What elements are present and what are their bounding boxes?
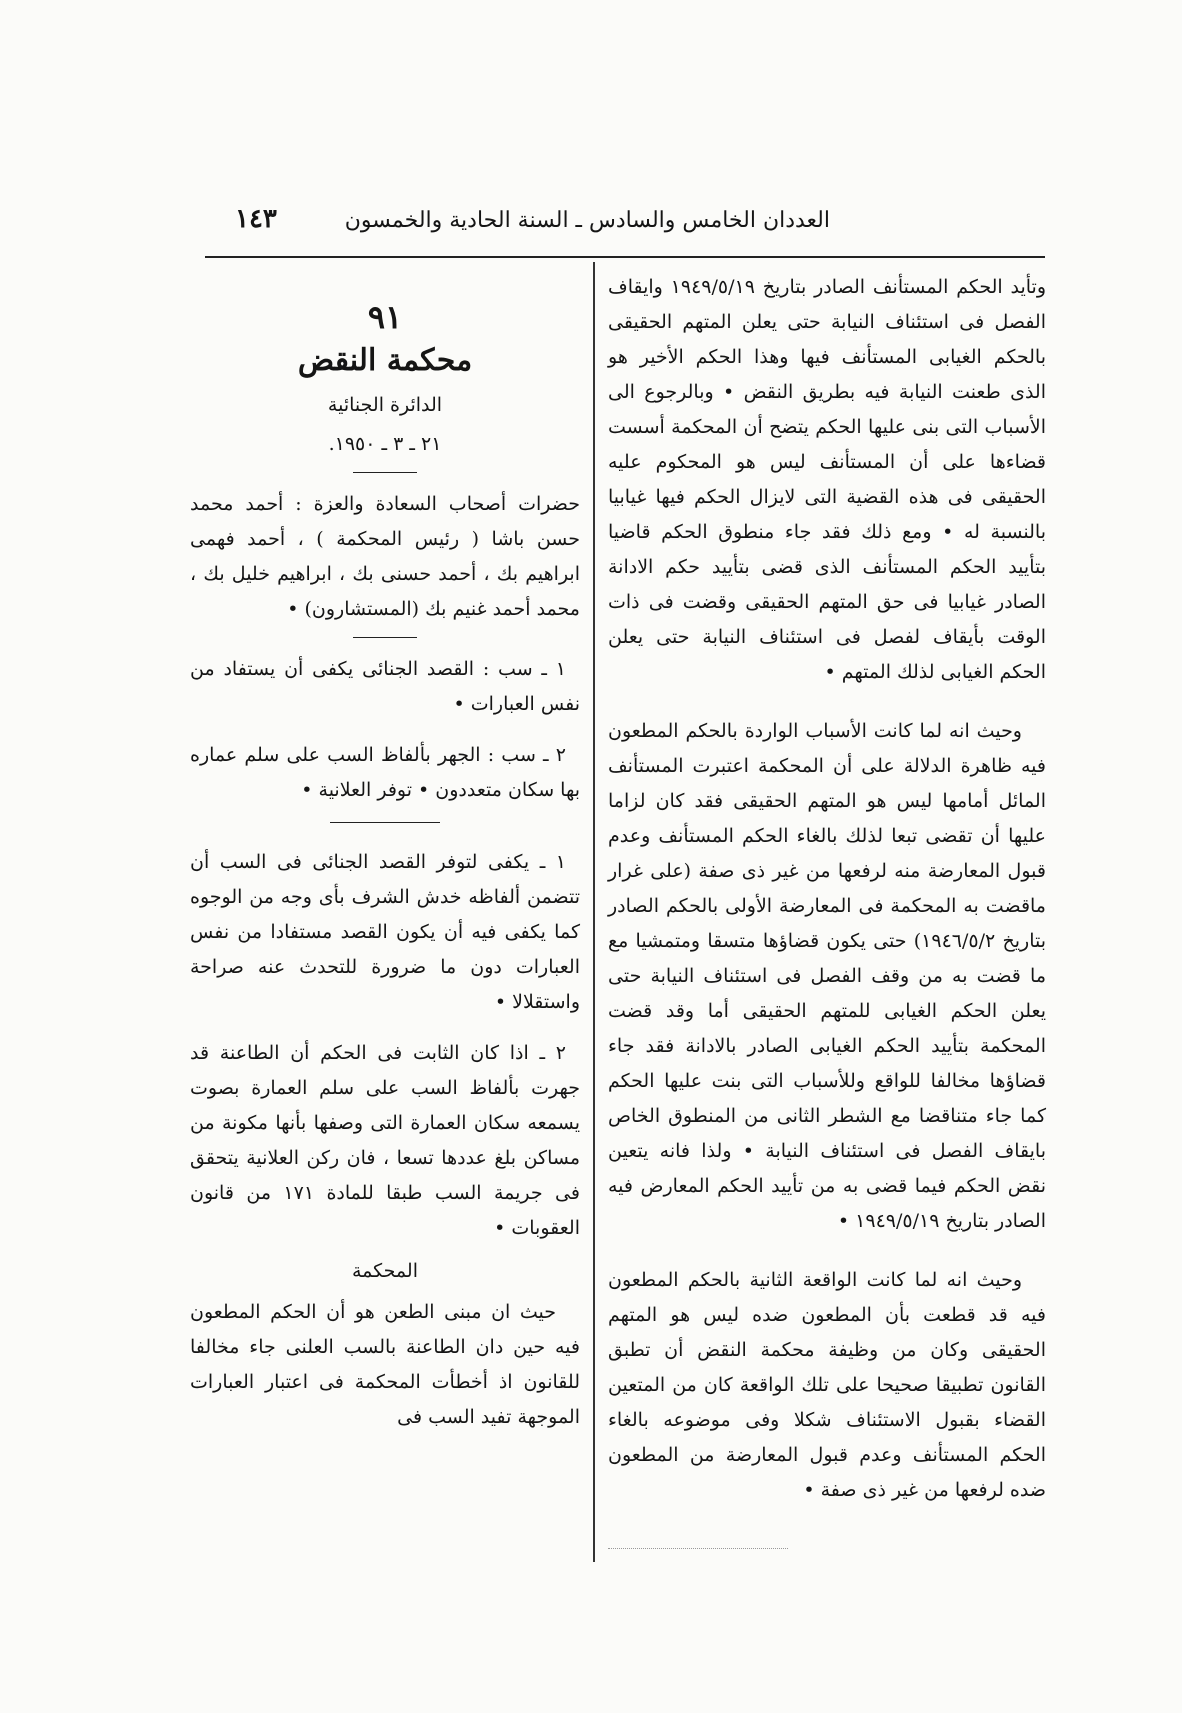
right-paragraph-1: وتأيد الحكم المستأنف الصادر بتاريخ ١٩٤٩/٥/١٩ وايقاف الفصل فى استئناف النيابة حتى يعلن المتهم الحقيقى بالحكم الغيابى المستأنف فيها وهذا الحكم الأخير هو الذى طعنت النيابة فيه بطريق النقض • وبالرجوع الى الأسباب التى بنى عليها الحكم يتضح أن المحكمة أسست قضاءها على أن المستأنف ليس هو المحكوم عليه الحقيقى فى هذه القضية التى لايزال الحكم فيها غيابيا بالنسبة له • ومع ذلك فقد جاء منطوق الحكم قاضيا بتأييد الحكم المستأنف الذى قضى بتأييد حكم الادانة الصادر غيابيا فى حق المتهم الحقيقى وقضت فى ذات الوقت بأيقاف لفصل فى استئناف النيابة حتى يعلن الحكم الغيابى لذلك المتهم • [608,276,1046,683]
headnote-2: ٢ ـ سب : الجهر بألفاظ السب على سلم عماره بها سكان متعددون • توفر العلانية • [190,744,580,801]
left-column [190,300,580,1435]
right-paragraph-3: وحيث انه لما كانت الواقعة الثانية بالحكم المطعون فيه قد قطعت بأن المطعون ضده ليس هو المتهم الحقيقى وكان من وظيفة محكمة النقض أن تطبق القانون تطبيقا صحيحا على تلك الواقعة كان من المتعين القضاء بقبول الاستئناف شكلا وفى موضوعه بالغاء الحكم المستأنف وعدم قبول المعارضة من المطعون ضده لرفعها من غير ذى صفة • [608,1269,1046,1501]
right-paragraph-2: وحيث انه لما كانت الأسباب الواردة بالحكم المطعون فيه ظاهرة الدلالة على أن المحكمة اعتبرت المستأنف المائل أمامها ليس هو المتهم الحقيقى فقد كان لزاما عليها أن تقضى تبعا لذلك بالغاء الحكم المستأنف وعدم قبول المعارضة منه لرفعها من غير ذى صفة (على غرار ماقضت به المحكمة فى المعارضة الأولى بالحكم الصادر بتاريخ ١٩٤٦/٥/٢) حتى يكون قضاؤها متسقا ومتمشيا مع ما قضت به من وقف الفصل فى استئناف النيابة حتى يعلن الحكم الغيابى للمتهم الحقيقى أما وقد قضت المحكمة بتأييد الحكم الغيابى الصادر بالادانة فقد جاء قضاؤها مخالفا للواقع وللأسباب التى بنت عليها الحكم كما جاء متناقضا مع الشطر الثانى من المنطوق الخاص بايقاف الفصل فى استئناف النيابة • ولذا فانه يتعين نقض الحكم فيما قضى به من تأييد الحكم المعارض فيه الصادر بتاريخ ١٩٤٩/٥/١٩ • [608,720,1046,1232]
case-number: ٩١ [367,298,403,336]
column-divider [593,262,595,1562]
section-rule [353,472,417,473]
footer-trace [608,1548,788,1561]
page-header [205,200,1045,258]
court-name: محكمة النقض [297,343,473,378]
court-heading: المحكمة [352,1260,418,1282]
section-rule [353,637,417,638]
principle-1: ١ ـ يكفى لتوفر القصد الجنائى فى السب أن تتضمن ألفاظه خدش الشرف بأى وجه من الوجوه كما يكفى فيه أن يكون القصد مستفادا من نفس العبارات دون ما ضرورة للتحدث عنه صراحة واستقلالا • [190,851,580,1013]
header-rule [205,256,1045,258]
headnote-1: ١ ـ سب : القصد الجنائى يكفى أن يستفاد من نفس العبارات • [190,658,580,715]
right-column [608,270,1046,1508]
principle-2: ٢ ـ اذا كان الثابت فى الحكم أن الطاعنة قد جهرت بألفاظ السب على سلم العمارة بصوت يسمعه سكان العمارة التى وصفها بأنها مكونة من مساكن بلغ عددها تسعا ، فان ركن العلانية يتحقق فى جريمة السب طبقا للمادة ١٧١ من قانون العقوبات • [190,1042,580,1239]
decision-date: ٢١ ـ ٣ ـ ١٩٥٠. [328,433,442,455]
bench-members: حضرات أصحاب السعادة والعزة : أحمد محمد حسن باشا ( رئيس المحكمة ) ، أحمد فهمى ابراهيم بك ، أحمد حسنى بك ، ابراهيم خليل بك ، محمد أحمد غنيم بك (المستشارون) • [190,493,580,620]
chamber-name: الدائرة الجنائية [327,394,443,416]
page-number: ١٤٣ [235,204,277,234]
journal-issue-title: العددان الخامس والسادس ـ السنة الحادية والخمسون [344,208,830,233]
court-reasoning: حيث ان مبنى الطعن هو أن الحكم المطعون فيه حين دان الطاعنة بالسب العلنى جاء مخالفا للقانون اذ أخطأت المحكمة فى اعتبار العبارات الموجهة تفيد السب فى [190,1301,580,1428]
section-rule [330,822,440,823]
